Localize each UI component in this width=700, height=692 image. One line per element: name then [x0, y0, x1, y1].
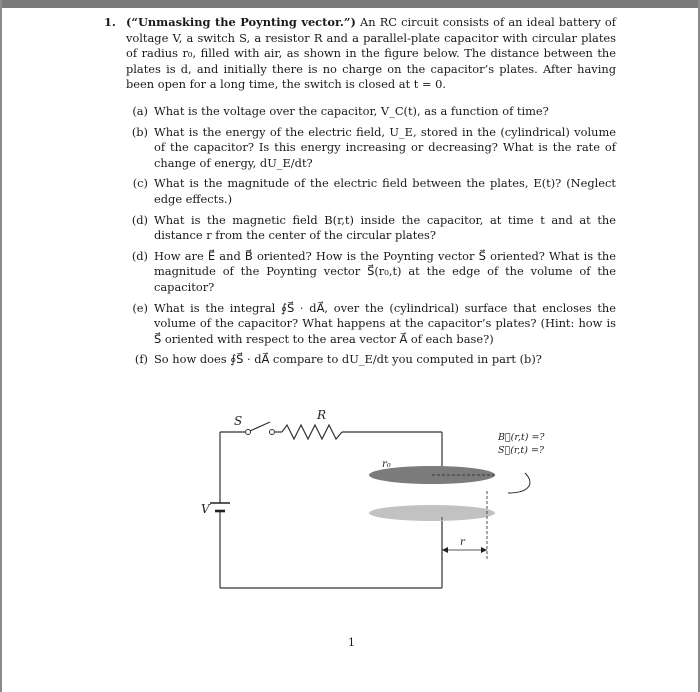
problem-number: 1.	[104, 15, 116, 29]
window-left-border	[0, 0, 2, 692]
switch	[246, 422, 275, 435]
part-item	[104, 125, 616, 172]
part-item	[104, 176, 616, 207]
problem-block	[104, 15, 616, 373]
s-field-label: S⃗(r,t) =?	[498, 445, 545, 456]
battery	[210, 503, 230, 511]
b-field-label: B⃗(r,t) =?	[498, 432, 545, 443]
part-label: (c)	[132, 176, 148, 191]
part-item	[104, 352, 616, 368]
problem-intro-text: An RC circuit consists of an ideal battery of voltage V, a switch S, a resistor R and a parallel-plate capacitor with circular plates of radius r₀, filled with air, as shown in the figure below. The distance between the plates is d, and initially there is no charge on the capacitor’s plates. After having been open for a long time, the switch is closed at t = 0.	[126, 15, 616, 92]
part-text: What is the integral ∮S⃗ · dA⃗, over the (cylindrical) surface that encloses the volume of the capacitor? What happens at the capacitor’s plates? (Hint: how is S⃗ oriented with respect to the area vector A⃗ of each base?)	[154, 300, 616, 346]
part-text: What is the magnetic field B(r,t) inside the capacitor, at time t and at the distance r from the center of the circular plates?	[154, 212, 616, 243]
problem-title: (“Unmasking the Poynting vector.”)	[126, 15, 356, 29]
part-text: What is the voltage over the capacitor, V_C(t), as a function of time?	[154, 103, 549, 118]
resistor	[282, 425, 342, 439]
part-label: (a)	[132, 103, 148, 118]
page-number: 1	[348, 636, 355, 649]
part-label: (d)	[131, 212, 148, 227]
callout-curve	[508, 473, 530, 493]
switch-label: S	[234, 414, 243, 428]
part-label: (b)	[131, 124, 148, 139]
part-item	[104, 104, 616, 120]
part-text: So how does ∮S⃗ · dA⃗ compare to dU_E/dt you computed in part (b)?	[154, 352, 542, 367]
resistor-label: R	[317, 408, 327, 422]
part-label: (f)	[134, 352, 148, 367]
part-label: (d)	[131, 248, 148, 263]
problem-intro	[126, 15, 616, 93]
part-text: What is the energy of the electric field, U_E, stored in the (cylindrical) volume of the capacitor? Is this energy increasing or decreasing? What is the rate of change of energy, dU_E/dt?	[154, 124, 616, 170]
radius-label: r₀	[382, 459, 391, 470]
window-top-border	[0, 0, 700, 8]
battery-label: V	[201, 502, 210, 516]
capacitor-bottom-plate	[369, 505, 495, 521]
part-text: How are E⃗ and B⃗ oriented? How is the Poynting vector S⃗ oriented? What is the magnitude of the Poynting vector S⃗(r₀,t) at the edge of the volume of the capacitor?	[154, 248, 616, 294]
part-item	[104, 249, 616, 296]
part-item	[104, 213, 616, 244]
part-text: What is the magnitude of the electric field between the plates, E(t)? (Neglect edge effects.)	[154, 176, 616, 206]
rc-circuit-diagram	[190, 405, 590, 610]
part-item	[104, 301, 616, 348]
problem-header	[104, 15, 616, 93]
distance-label: r	[460, 537, 465, 548]
part-label: (e)	[132, 300, 148, 315]
parts-list	[104, 104, 616, 368]
